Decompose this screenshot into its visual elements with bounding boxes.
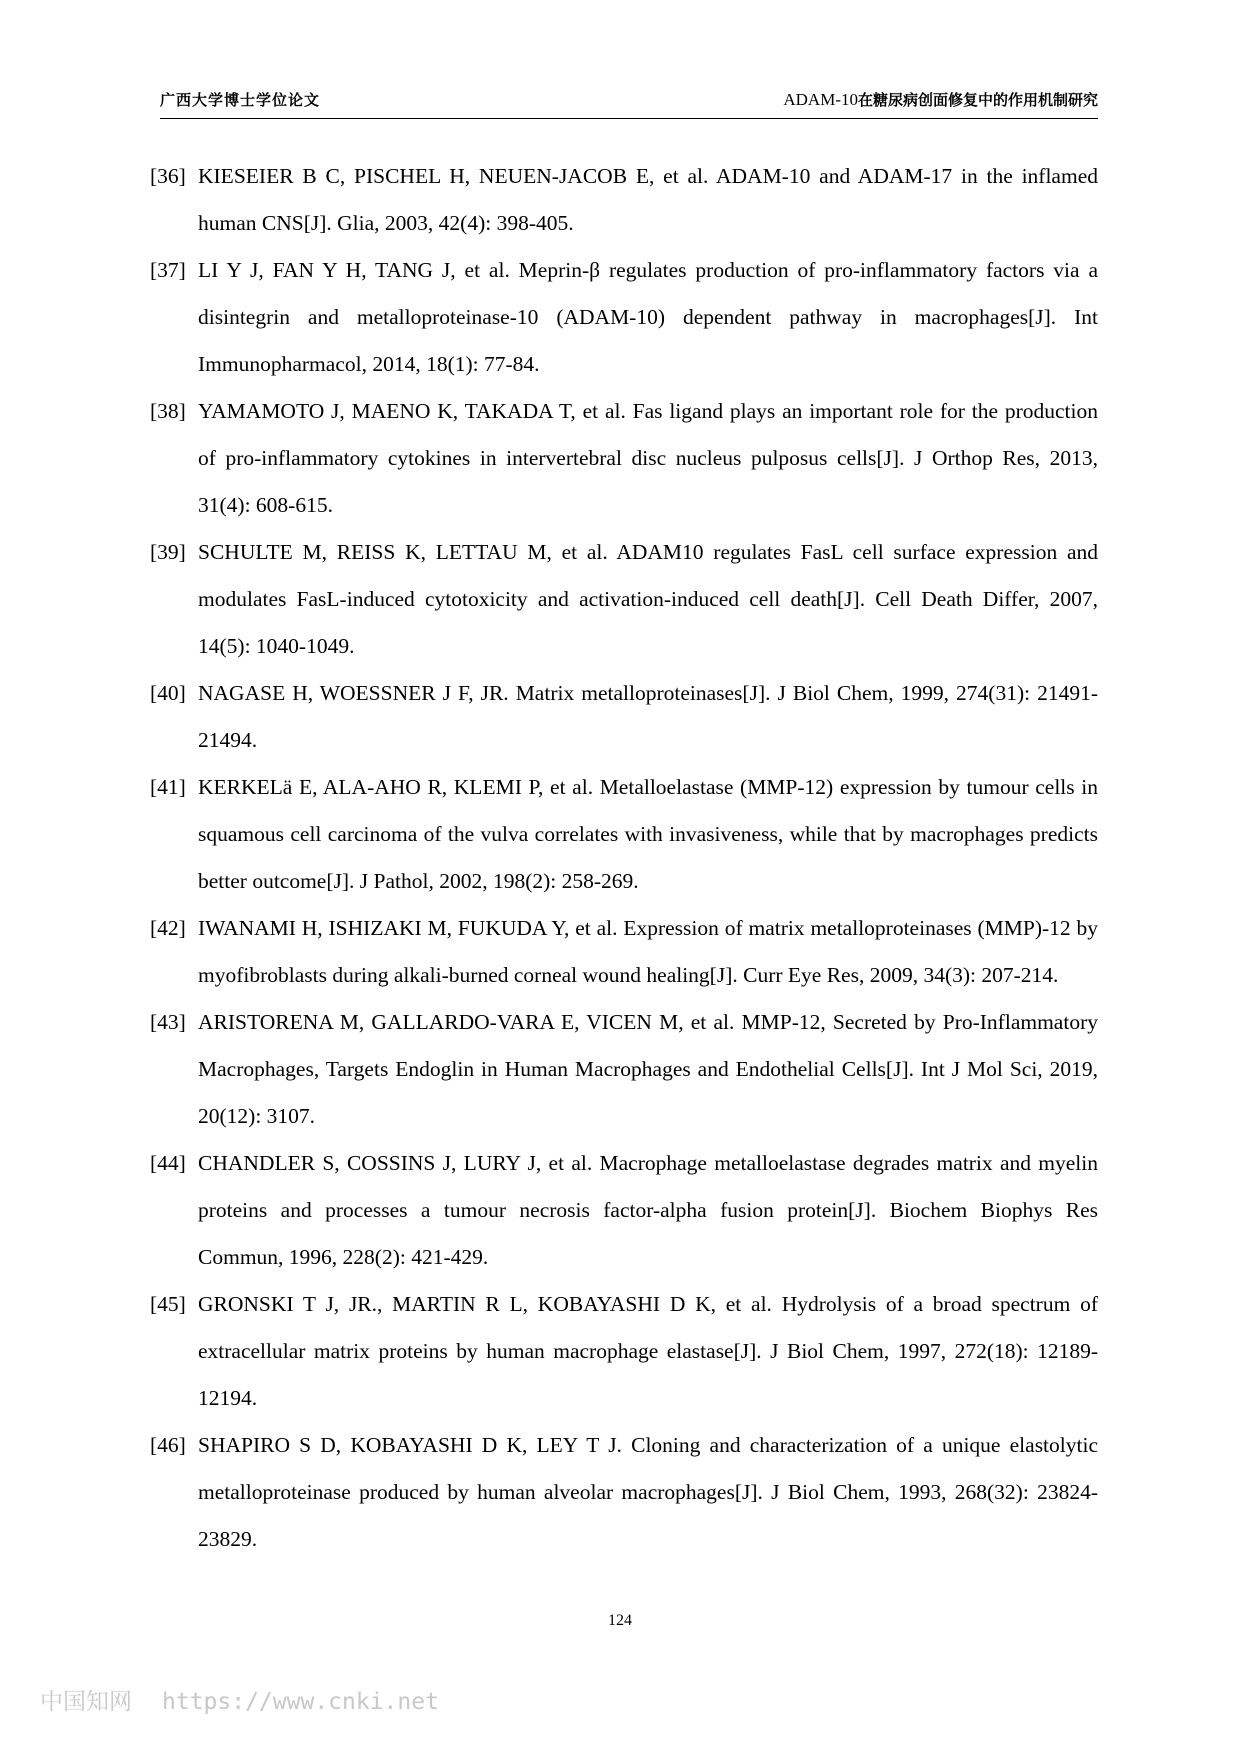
reference-list bbox=[150, 153, 1098, 1563]
reference-item bbox=[150, 1281, 1098, 1422]
watermark-url: https://www.cnki.net bbox=[162, 1689, 439, 1715]
reference-number: [39] bbox=[150, 540, 186, 564]
thesis-title-header bbox=[783, 89, 1098, 110]
reference-text: GRONSKI T J, JR., MARTIN R L, KOBAYASHI D K, et al. Hydrolysis of a broad spectrum of extracellular matrix proteins by human macrophage elastase[J]. J Biol Chem, 1997, 272(18): 12189-12194. bbox=[198, 1292, 1098, 1410]
reference-item bbox=[150, 247, 1098, 388]
reference-item bbox=[150, 388, 1098, 529]
reference-text: NAGASE H, WOESSNER J F, JR. Matrix metalloproteinases[J]. J Biol Chem, 1999, 274(31): 21491-21494. bbox=[198, 681, 1098, 752]
reference-text: SCHULTE M, REISS K, LETTAU M, et al. ADAM10 regulates FasL cell surface expression and modulates FasL-induced cytotoxicity and activation-induced cell death[J]. Cell Death Differ, 2007, 14(5): 1040-1049. bbox=[198, 540, 1098, 658]
page-header bbox=[160, 88, 1098, 119]
reference-number: [38] bbox=[150, 399, 186, 423]
reference-text: IWANAMI H, ISHIZAKI M, FUKUDA Y, et al. Expression of matrix metalloproteinases (MMP)-12 by myofibroblasts during alkali-burned corneal wound healing[J]. Curr Eye Res, 2009, 34(3): 207-214. bbox=[198, 916, 1098, 987]
reference-item bbox=[150, 153, 1098, 247]
reference-number: [45] bbox=[150, 1292, 186, 1316]
reference-number: [44] bbox=[150, 1151, 186, 1175]
reference-number: [40] bbox=[150, 681, 186, 705]
page-number: 124 bbox=[608, 1612, 632, 1629]
thesis-type-label: 广西大学博士学位论文 bbox=[160, 91, 321, 109]
reference-item bbox=[150, 529, 1098, 670]
reference-number: [42] bbox=[150, 916, 186, 940]
reference-text: ARISTORENA M, GALLARDO-VARA E, VICEN M, et al. MMP-12, Secreted by Pro-Inflammatory Macrophages, Targets Endoglin in Human Macrophages and Endothelial Cells[J]. Int J Mol Sci, 2019, 20(12): 3107. bbox=[198, 1010, 1098, 1128]
cnki-watermark bbox=[40, 1683, 439, 1716]
reference-number: [41] bbox=[150, 775, 186, 799]
reference-text: SHAPIRO S D, KOBAYASHI D K, LEY T J. Cloning and characterization of a unique elastolytic metalloproteinase produced by human alveolar macrophages[J]. J Biol Chem, 1993, 268(32): 23824-23829. bbox=[198, 1433, 1098, 1551]
reference-item bbox=[150, 905, 1098, 999]
reference-number: [36] bbox=[150, 164, 186, 188]
reference-item bbox=[150, 764, 1098, 905]
watermark-cnki-name: 中国知网 bbox=[40, 1689, 132, 1715]
reference-item bbox=[150, 999, 1098, 1140]
reference-item bbox=[150, 1140, 1098, 1281]
reference-number: [37] bbox=[150, 258, 186, 282]
reference-text: KERKELä E, ALA-AHO R, KLEMI P, et al. Metalloelastase (MMP-12) expression by tumour cells in squamous cell carcinoma of the vulva correlates with invasiveness, while that by macrophages predicts better outcome[J]. J Pathol, 2002, 198(2): 258-269. bbox=[198, 775, 1098, 893]
thesis-title-suffix: 在糖尿病创面修复中的作用机制研究 bbox=[857, 91, 1098, 109]
reference-number: [43] bbox=[150, 1010, 186, 1034]
reference-item bbox=[150, 670, 1098, 764]
reference-text: CHANDLER S, COSSINS J, LURY J, et al. Macrophage metalloelastase degrades matrix and myelin proteins and processes a tumour necrosis factor-alpha fusion protein[J]. Biochem Biophys Res Commun, 1996, 228(2): 421-429. bbox=[198, 1151, 1098, 1269]
thesis-title-prefix: ADAM-10 bbox=[783, 90, 858, 109]
reference-item bbox=[150, 1422, 1098, 1563]
reference-text: YAMAMOTO J, MAENO K, TAKADA T, et al. Fas ligand plays an important role for the production of pro-inflammatory cytokines in intervertebral disc nucleus pulposus cells[J]. J Orthop Res, 2013, 31(4): 608-615. bbox=[198, 399, 1098, 517]
reference-text: KIESEIER B C, PISCHEL H, NEUEN-JACOB E, et al. ADAM-10 and ADAM-17 in the inflamed human CNS[J]. Glia, 2003, 42(4): 398-405. bbox=[198, 164, 1098, 235]
reference-text: LI Y J, FAN Y H, TANG J, et al. Meprin-β regulates production of pro-inflammatory factors via a disintegrin and metalloproteinase-10 (ADAM-10) dependent pathway in macrophages[J]. Int Immunopharmacol, 2014, 18(1): 77-84. bbox=[198, 258, 1098, 376]
reference-number: [46] bbox=[150, 1433, 186, 1457]
